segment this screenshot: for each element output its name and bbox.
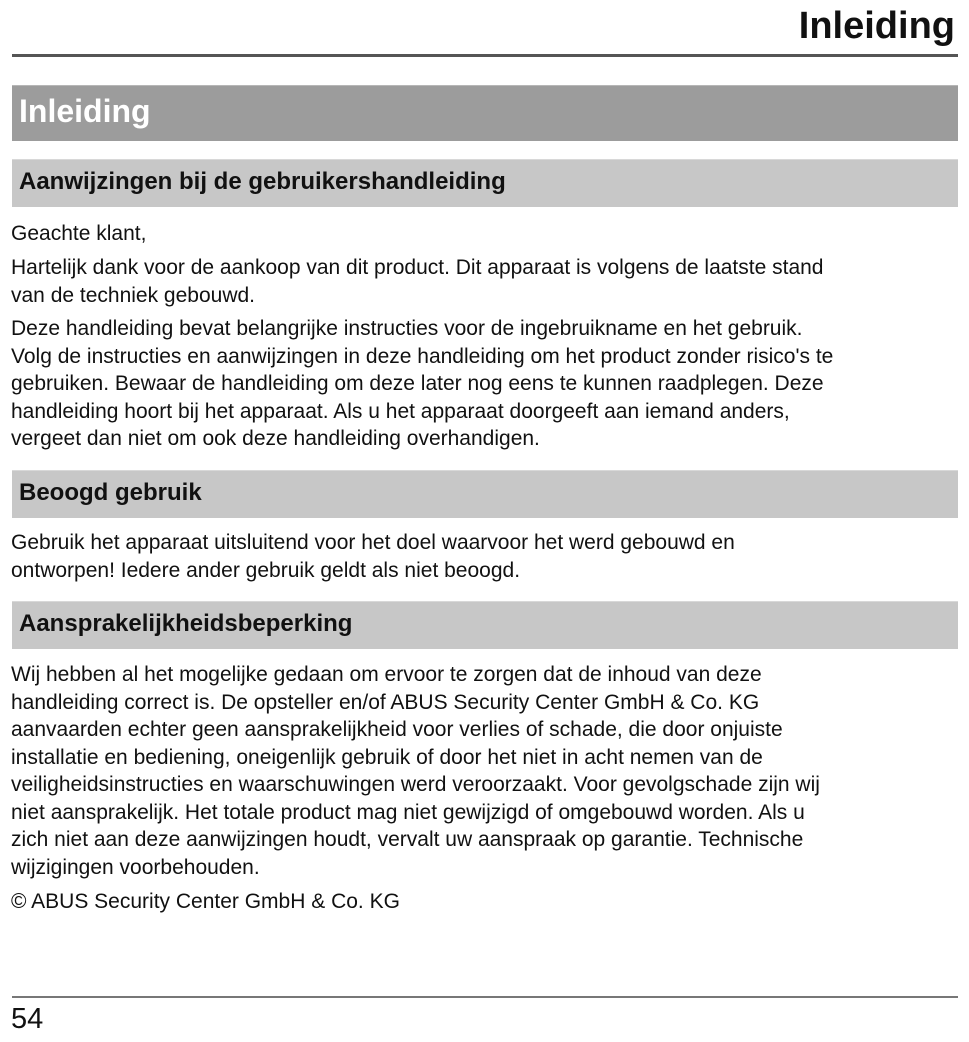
paragraph-greeting: Geachte klant, bbox=[11, 222, 147, 245]
section-heading-bar-liability bbox=[12, 601, 958, 649]
paragraph-thanks: Hartelijk dank voor de aankoop van dit product. Dit apparaat is volgens de laatste stand van de techniek gebouwd. bbox=[11, 256, 824, 307]
paragraph-liability: Wij hebben al het mogelijke gedaan om ervoor te zorgen dat de inhoud van deze handleiding correct is. De opsteller en/of ABUS Security Center GmbH & Co. KG aanvaarden echter geen aansprakelijkheid voor verlies of schade, die door onjuiste installatie en bediening, oneigenlijk gebruik of door het niet in acht nemen van de veiligheidsinstructies en waarschuwingen werd veroorzaakt. Voor gevolgschade zijn wij niet aansprakelijk. Het totale product mag niet gewijzigd of omgebouwd worden. Als u zich niet aan deze aanwijzingen houdt, vervalt uw aanspraak op garantie. Technische wijzigingen voorbehouden. bbox=[11, 663, 820, 879]
section-title-manual-notes: Aanwijzingen bij de gebruikershandleiding bbox=[19, 168, 506, 195]
page-number: 54 bbox=[11, 1003, 44, 1035]
chapter-title: Inleiding bbox=[19, 93, 151, 129]
header-rule bbox=[12, 54, 958, 57]
section-title-liability: Aansprakelijkheidsbeperking bbox=[19, 610, 353, 637]
chapter-heading-bar bbox=[12, 85, 958, 141]
section-title-intended-use: Beoogd gebruik bbox=[19, 479, 202, 506]
section-heading-bar-manual-notes bbox=[12, 159, 958, 207]
paragraph-manual-instructions: Deze handleiding bevat belangrijke instructies voor de ingebruikname en het gebruik. Volg de instructies en aanwijzingen in deze handleiding om het product zonder risico's te gebruiken. Bewaar de handleiding om deze later nog eens te kunnen raadplegen. Deze handleiding hoort bij het apparaat. Als u het apparaat doorgeeft aan iemand anders, vergeet dan niet om ook deze handleiding overhandigen. bbox=[11, 317, 834, 450]
paragraph-intended-use: Gebruik het apparaat uitsluitend voor het doel waarvoor het werd gebouwd en ontworpen! Iedere ander gebruik geldt als niet beoogd. bbox=[11, 531, 735, 582]
section-heading-bar-intended-use bbox=[12, 470, 958, 518]
footer-rule bbox=[12, 996, 958, 998]
running-header-title: Inleiding bbox=[798, 5, 955, 47]
copyright-notice: © ABUS Security Center GmbH & Co. KG bbox=[11, 890, 400, 913]
